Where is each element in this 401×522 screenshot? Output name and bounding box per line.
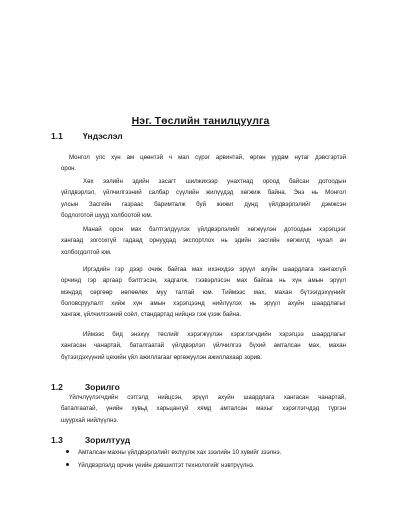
text-line: хангаж, үйлчилгээний соёл, стандартад нийцнэ гэж үзэж байна. <box>61 311 242 319</box>
text-line: улсын Засгийн газраас баримталж буй жижиг дунд үйлдвэрлэлийг дэмжсэн <box>61 200 346 208</box>
objectives-list <box>51 446 351 472</box>
paragraph-export <box>61 224 346 258</box>
text-line: орон. <box>61 165 77 173</box>
text-line: Иймээс бид энэхүү төслийг хэрэгжүүлэн хэрэглэгчдийн хэрэгцээ шаардлагыг <box>83 331 346 338</box>
list-item <box>51 446 351 459</box>
section-title: Зорилтууд <box>84 435 131 445</box>
section-number: 1.3 <box>51 435 63 445</box>
text-line: орчинд гэр аргаар бэлтгэсэн, хадгалж, тээвэрлэсэн мах байгаа нь хүн амын эрүүл <box>61 277 346 285</box>
text-line: бүтээгдэхүүний цехийн үйл ажиллагааг өргөжүүлэн ажиллахаар зорив. <box>61 353 262 361</box>
paragraph-intro <box>61 152 346 175</box>
text-line: бодлоготой шууд холбоотой юм. <box>61 211 153 219</box>
text-line: Хөх ээлийн эдийн засагт шилжихээр унахтнад ороод байсан дотоодын <box>83 178 346 185</box>
text-line: шуурхай нийлүүлнэ. <box>61 416 119 424</box>
section-heading-1-1 <box>51 131 123 141</box>
section-title: Зорилго <box>84 382 120 392</box>
chapter-title: Нэг. Төслийн танилцуулга <box>131 115 270 127</box>
text-line: Манай орон мах бэлтгэлдүүлэх үйлдвэрлэлийг хөгжүүлэн дотоодын хэрэгцээг <box>83 226 346 233</box>
paragraph-conclusion <box>61 329 346 363</box>
list-item <box>51 459 351 472</box>
list-item-text: Үйлдвэрлэлд орчин үеийн дэвшилтэт технологийг нэвтрүүлнэ. <box>78 462 255 469</box>
section-heading-1-2 <box>51 382 120 392</box>
text-line: холбогдолтой юм. <box>61 248 112 256</box>
section-number: 1.1 <box>51 131 63 141</box>
bullet-icon <box>66 463 69 466</box>
text-line: Монгол улс хүн ам цөөнтэй ч мал сүрэг арвинтай, өргөн уудам нутаг дэвсгэртэй <box>69 154 346 161</box>
paragraph-hygiene <box>61 264 346 320</box>
section-title: Үндэслэл <box>82 131 123 141</box>
list-item-text: Амталсан махны үйлдвэрлэлийг өхлүүлж хах зээлийн 10 хувийг зээлнэ. <box>78 449 282 456</box>
text-line: үйлдвэрлэл, үйлчилгээний салбар сүүлийн жилүүдэд хөгжиж байна. Энэ нь Монгол <box>61 189 346 197</box>
text-line: Иргэдийн гэр дээр очиж байгаа мах ихэнхдээ эрүүл ахуйн шаардлага хангахгүй <box>83 266 346 273</box>
text-line: мэндэд сөргөөр нөлөөлөх муу талтай юм. Тиймээс мах, махан бүтээгдэхүүнийг <box>61 288 346 296</box>
section-number: 1.2 <box>51 382 63 392</box>
paragraph-goal <box>61 392 346 426</box>
text-line: баталгаатай, үнийн хувьд харьцангуй хямд амталсан махыг хэрэглэгчдэд түргэн <box>61 405 346 413</box>
bullet-icon <box>66 450 69 453</box>
text-line: боловсруулалт хийж хүн амын хэрэгцээнд нийлүүлэх нь эрүүл ахуйн шаардлагыг <box>61 299 346 307</box>
text-line: хангаад зогсохгүй гадаад орнуудад экспортлох нь эдийн засгийн хөгжилд чухал ач <box>61 237 346 245</box>
text-line: Үйлчлүүлэгчдийн сэтгэлд нийцсэн, эрүүл ахуйн шаардлага хангасан чанартай, <box>69 394 346 401</box>
text-line: хангасан чанартай, баталгаатай үйлдвэрлэл үйлчилгээ бүхий амталсан мах, махан <box>61 342 346 350</box>
section-heading-1-3 <box>51 435 130 445</box>
paragraph-economy <box>61 176 346 221</box>
